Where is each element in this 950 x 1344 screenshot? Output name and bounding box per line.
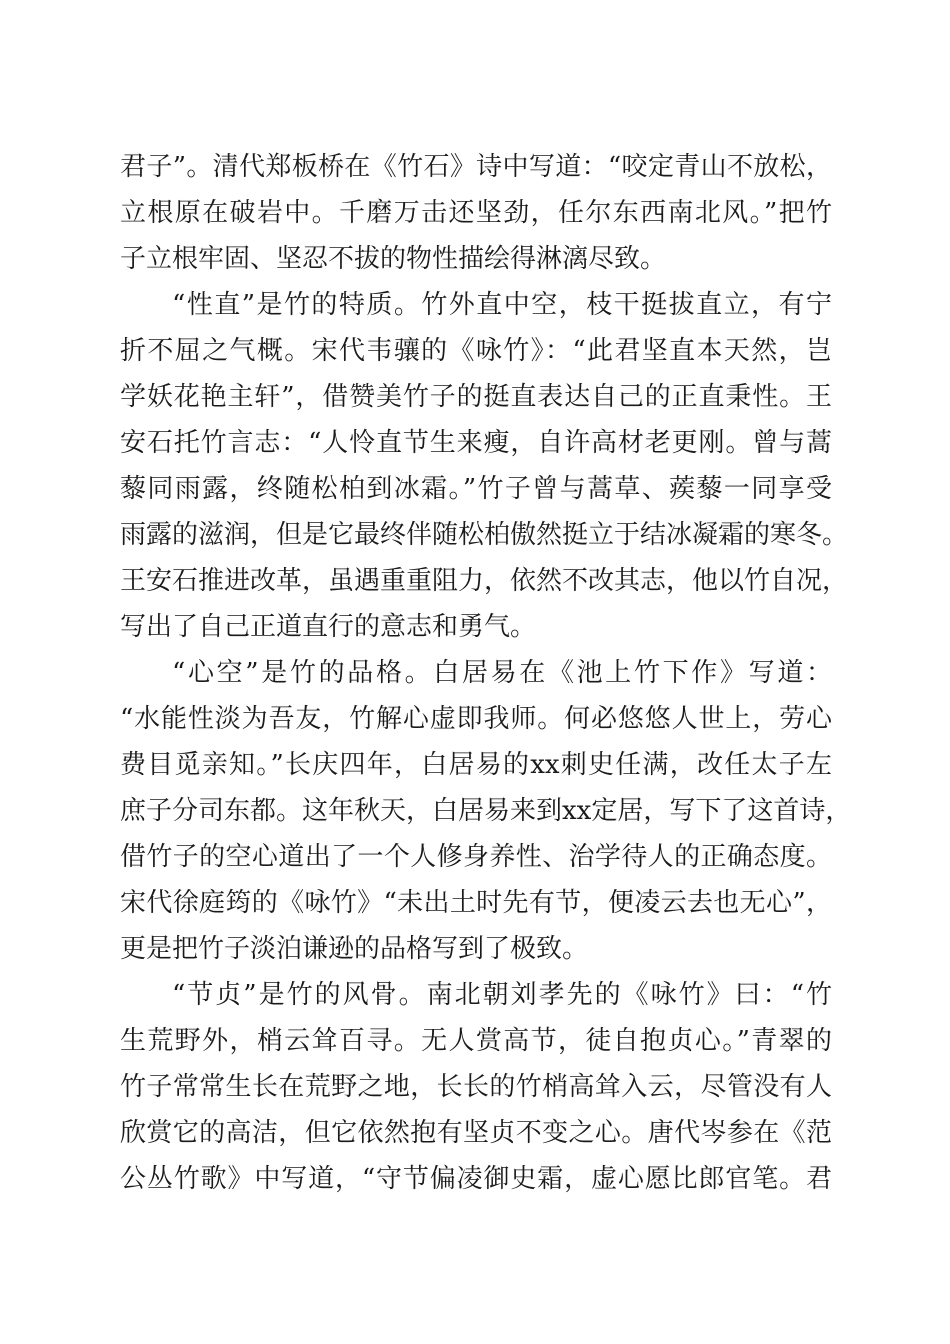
text-line: “性直”是竹的特质。竹外直中空，枝干挺拔直立，有宁: [172, 290, 832, 320]
text-line: 安石托竹言志：“人怜直节生来瘦，自许高材老更刚。曾与蒿: [120, 428, 832, 458]
text-line: 君子”。清代郑板桥在《竹石》诗中写道：“咬定青山不放松，: [120, 152, 832, 182]
text-line: “水能性淡为吾友，竹解心虚即我师。何必悠悠人世上，劳心: [120, 704, 832, 734]
document-body: [120, 144, 852, 1202]
text-line: 宋代徐庭筠的《咏竹》“未出土时先有节，便凌云去也无心”，: [120, 888, 832, 918]
text-line: 更是把竹子淡泊谦逊的品格写到了极致。: [120, 934, 589, 964]
text-line: 欣赏它的高洁，但它依然抱有坚贞不变之心。唐代岑参在《范: [120, 1118, 832, 1148]
text-line: 费目觅亲知。”长庆四年，白居易的xx刺史任满，改任太子左: [120, 750, 832, 780]
text-line: 公丛竹歌》中写道，“守节偏凌御史霜，虚心愿比郎官笔。君: [120, 1164, 832, 1194]
text-line: 子立根牢固、坚忍不拔的物性描绘得淋漓尽致。: [120, 244, 667, 274]
text-line: 生荒野外，梢云耸百寻。无人赏高节，徒自抱贞心。”青翠的: [120, 1026, 832, 1056]
text-line: “心空”是竹的品格。白居易在《池上竹下作》写道：: [172, 658, 832, 688]
text-line: 庶子分司东都。这年秋天，白居易来到xx定居，写下了这首诗，: [120, 796, 852, 826]
text-line: 竹子常常生长在荒野之地，长长的竹梢高耸入云，尽管没有人: [120, 1072, 832, 1102]
paragraph-xing-zhi: [120, 282, 849, 650]
text-line: “节贞”是竹的风骨。南北朝刘孝先的《咏竹》曰：“竹: [172, 980, 832, 1010]
text-line: 王安石推进改革，虽遇重重阻力，依然不改其志，他以竹自况，: [120, 566, 849, 596]
paragraph-jie-zhen: [120, 972, 832, 1202]
text-line: 写出了自己正道直行的意志和勇气。: [120, 612, 537, 642]
text-line: 折不屈之气概。宋代韦骧的《咏竹》：“此君坚直本天然，岂: [120, 336, 832, 366]
text-line: 雨露的滋润，但是它最终伴随松柏傲然挺立于结冰凝霜的寒冬。: [120, 520, 849, 550]
paragraph-xin-kong: [120, 650, 852, 972]
text-line: 借竹子的空心道出了一个人修身养性、治学待人的正确态度。: [120, 842, 832, 872]
text-line: 立根原在破岩中。千磨万击还坚劲，任尔东西南北风。”把竹: [120, 198, 832, 228]
text-line: 藜同雨露，终随松柏到冰霜。”竹子曾与蒿草、蒺藜一同享受: [120, 474, 832, 504]
paragraph-zheng-banqiao: [120, 144, 832, 282]
text-line: 学妖花艳主轩”，借赞美竹子的挺直表达自己的正直秉性。王: [120, 382, 832, 412]
